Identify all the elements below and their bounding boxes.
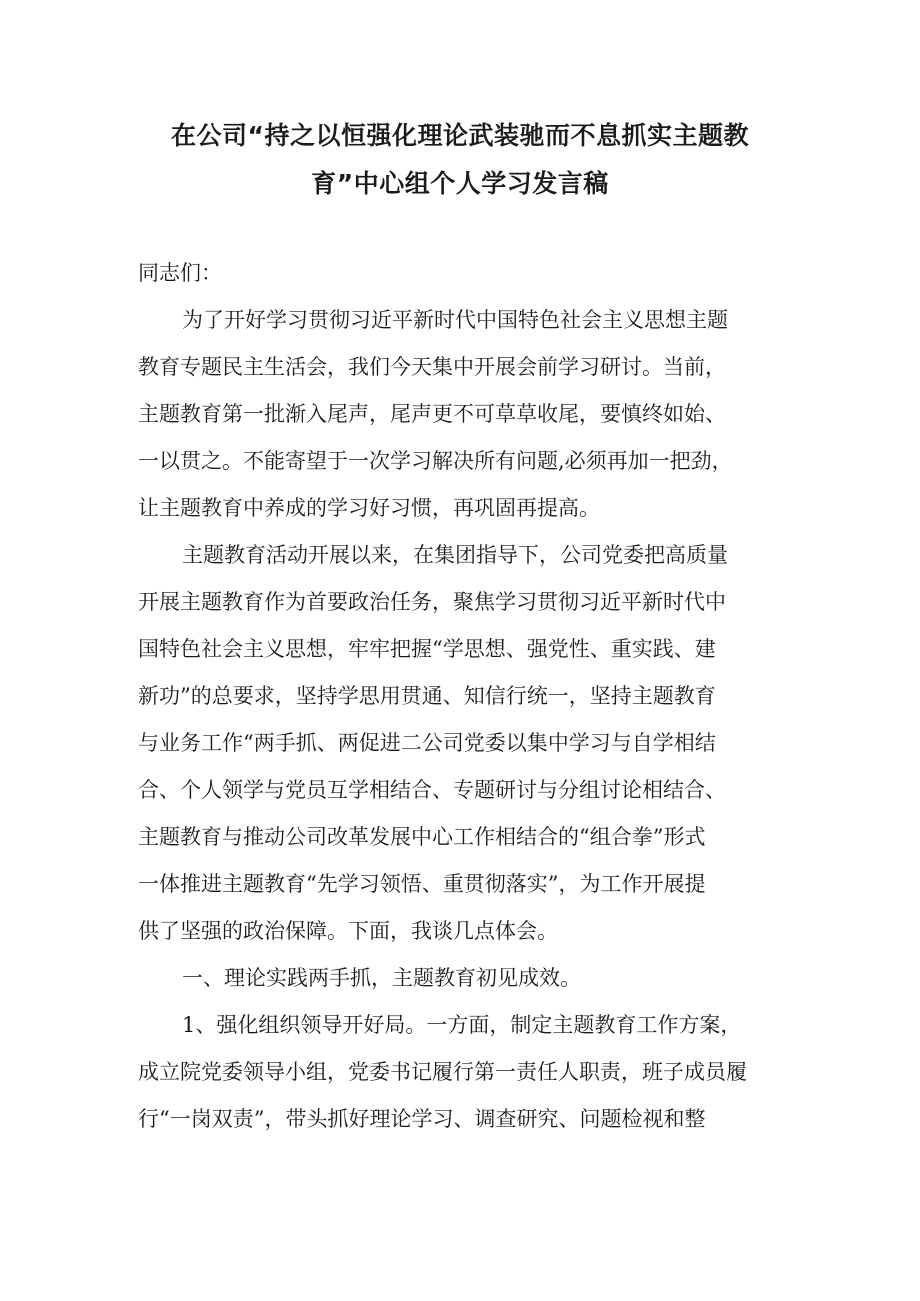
paragraph-1 [138, 297, 790, 532]
paragraph-1-line: 一以贯之。不能寄望于一次学习解决所有问题,必须再加一把劲， [138, 449, 733, 473]
paragraph-2-line: 主题教育活动开展以来，在集团指导下，公司党委把高质量 [182, 543, 728, 567]
paragraph-2-line: 主题教育与推动公司改革发展中心工作相结合的“组合拳”形式 [138, 825, 706, 849]
paragraph-1-line: 为了开好学习贯彻习近平新时代中国特色社会主义思想主题 [182, 308, 728, 332]
paragraph-2-line: 与业务工作“两手抓、两促进二公司党委以集中学习与自学相结 [138, 731, 716, 755]
salutation: 同志们： [138, 261, 222, 285]
paragraph-2-line: 供了坚强的政治保障。下面，我谈几点体会。 [138, 919, 558, 943]
section-heading-1: 一、理论实践两手抓，主题教育初见成效。 [182, 966, 581, 990]
paragraph-2 [138, 532, 790, 955]
document-body [138, 250, 790, 1143]
paragraph-2-line: 一体推进主题教育“先学习领悟、重贯彻落实”，为工作开展提 [138, 872, 706, 896]
paragraph-1-line: 主题教育第一批渐入尾声，尾声更不可草草收尾，要慎终如始、 [138, 402, 726, 426]
paragraph-2-line: 新功”的总要求，坚持学思用贯通、知信行统一，坚持主题教育 [138, 684, 716, 708]
paragraph-2-line: 开展主题教育作为首要政治任务，聚焦学习贯彻习近平新时代中 [138, 590, 726, 614]
paragraph-3 [138, 1002, 790, 1143]
paragraph-1-line: 让主题教育中养成的学习好习惯，再巩固再提高。 [138, 496, 600, 520]
paragraph-2-line: 合、个人领学与党员互学相结合、专题研讨与分组讨论相结合、 [138, 778, 726, 802]
paragraph-1-line: 教育专题民主生活会，我们今天集中开展会前学习研讨。当前， [138, 355, 726, 379]
paragraph-3-line: 成立院党委领导小组，党委书记履行第一责任人职责，班子成员履 [138, 1060, 747, 1084]
paragraph-3-line: 1、强化组织领导开好局。一方面，制定主题教育工作方案， [182, 1013, 742, 1037]
paragraph-2-line: 国特色社会主义思想，牢牢把握“学思想、强党性、重实践、建 [138, 637, 716, 661]
document-title [120, 112, 800, 208]
paragraph-3-line: 行“一岗双责”，带头抓好理论学习、调查研究、问题检视和整 [138, 1107, 706, 1131]
title-line-2: 育”中心组个人学习发言稿 [311, 169, 609, 198]
title-line-1: 在公司“持之以恒强化理论武装驰而不息抓实主题教 [171, 121, 749, 150]
